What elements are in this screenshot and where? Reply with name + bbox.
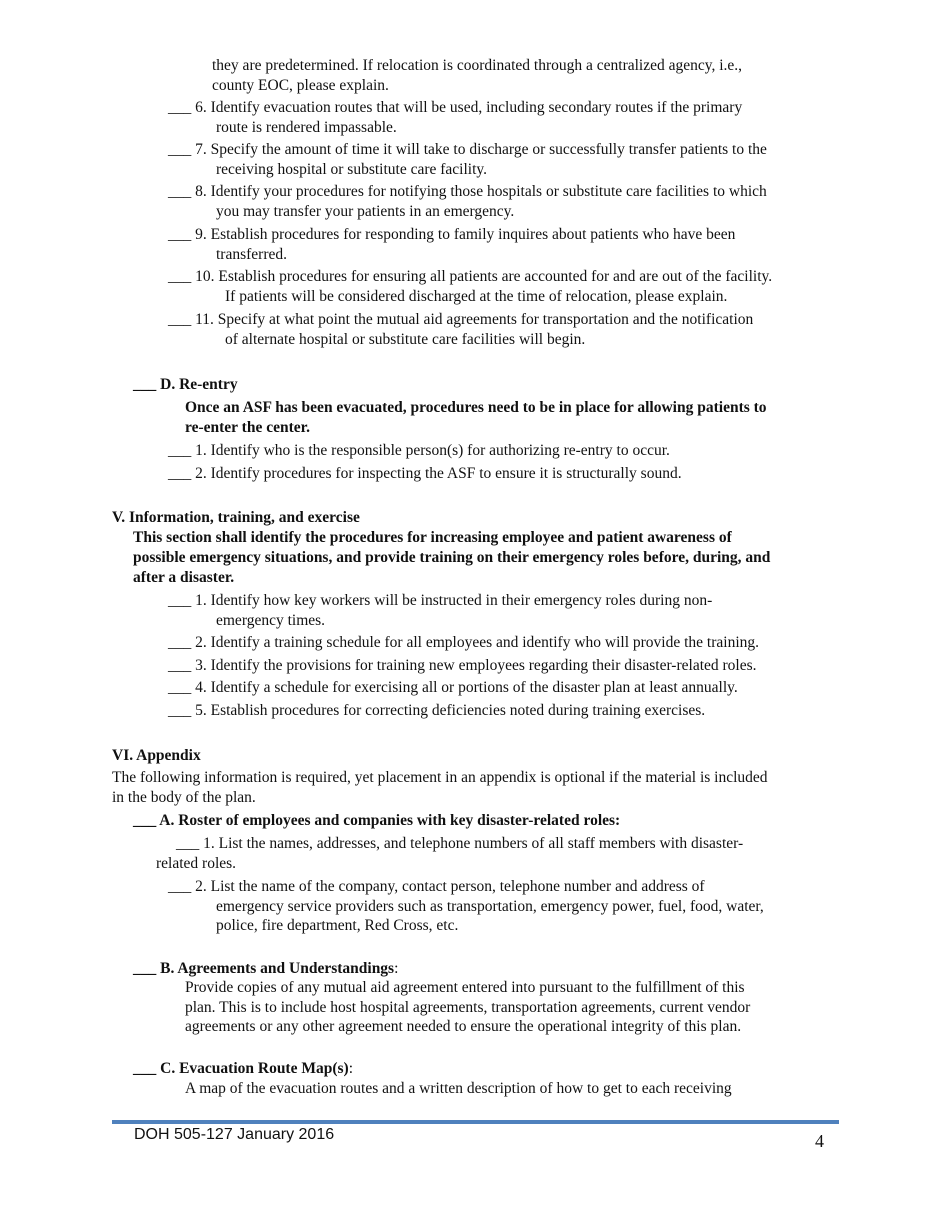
checklist-item: ___ 4. Identify a schedule for exercising all or portions of the disaster plan at least annually. (168, 679, 738, 696)
text-line: emergency service providers such as transportation, emergency power, fuel, food, water, (216, 898, 764, 915)
footer-document-id: DOH 505-127 January 2016 (134, 1126, 335, 1143)
checklist-item: ___ 2. List the name of the company, contact person, telephone number and address of (168, 878, 705, 895)
paragraph: agreements or any other agreement needed to ensure the operational integrity of this plan. (185, 1018, 742, 1035)
text-line: If patients will be considered discharged at the time of relocation, please explain. (225, 288, 728, 305)
section-intro: re-enter the center. (185, 419, 310, 436)
subsection-heading-roster: ___ A. Roster of employees and companies with key disaster-related roles: (133, 812, 621, 829)
paragraph: A map of the evacuation routes and a written description of how to get to each receiving (185, 1080, 732, 1097)
paragraph: Provide copies of any mutual aid agreement entered into pursuant to the fulfillment of this (185, 979, 745, 996)
heading-text: ___ B. Agreements and Understandings (133, 960, 395, 977)
checklist-item-9: ___ 9. Establish procedures for responding to family inquires about patients who have been (168, 226, 736, 243)
text-line: you may transfer your patients in an emergency. (216, 203, 515, 220)
heading-colon: : (348, 1060, 354, 1077)
checklist-item: ___ 1. Identify how key workers will be instructed in their emergency roles during non- (168, 592, 713, 609)
section-intro: Once an ASF has been evacuated, procedures need to be in place for allowing patients to (185, 399, 767, 416)
checklist-item-6: ___ 6. Identify evacuation routes that will be used, including secondary routes if the primary (168, 99, 743, 116)
section-intro: after a disaster. (133, 569, 235, 586)
checklist-item: ___ 2. Identify a training schedule for all employees and identify who will provide the training. (168, 634, 759, 651)
paragraph: plan. This is to include host hospital agreements, transportation agreements, current vendor (185, 999, 751, 1016)
text-line: they are predetermined. If relocation is coordinated through a centralized agency, i.e., (212, 57, 743, 74)
heading-colon: : (394, 960, 399, 977)
text-line: transferred. (216, 246, 287, 263)
paragraph: in the body of the plan. (112, 789, 256, 806)
text-line: police, fire department, Red Cross, etc. (216, 917, 459, 934)
checklist-item-11: ___ 11. Specify at what point the mutual aid agreements for transportation and the notification (168, 311, 754, 328)
text-line: emergency times. (216, 612, 326, 629)
checklist-item: ___ 5. Establish procedures for correcting deficiencies noted during training exercises. (168, 702, 706, 719)
heading-text: ___ C. Evacuation Route Map(s) (133, 1060, 349, 1077)
section-heading-appendix: VI. Appendix (112, 747, 201, 764)
checklist-item: ___ 1. List the names, addresses, and telephone numbers of all staff members with disaster- (176, 835, 744, 852)
checklist-item-7: ___ 7. Specify the amount of time it will take to discharge or successfully transfer patients to the (168, 141, 767, 158)
section-intro: This section shall identify the procedures for increasing employee and patient awareness of (133, 529, 732, 546)
subsection-heading-agreements (133, 959, 398, 979)
checklist-item: ___ 2. Identify procedures for inspecting the ASF to ensure it is structurally sound. (168, 465, 682, 482)
subsection-heading-route-maps (133, 1059, 353, 1079)
paragraph: The following information is required, yet placement in an appendix is optional if the material is included (112, 769, 768, 786)
text-line: route is rendered impassable. (216, 119, 397, 136)
section-heading-training: V. Information, training, and exercise (112, 509, 360, 526)
checklist-item: ___ 3. Identify the provisions for training new employees regarding their disaster-related roles. (168, 657, 757, 674)
page-number: 4 (815, 1131, 824, 1151)
checklist-item: ___ 1. Identify who is the responsible person(s) for authorizing re-entry to occur. (168, 442, 670, 459)
checklist-item-10: ___ 10. Establish procedures for ensuring all patients are accounted for and are out of the facility. (168, 268, 773, 285)
checklist-item-8: ___ 8. Identify your procedures for notifying those hospitals or substitute care facilities to which (168, 183, 767, 200)
text-line: receiving hospital or substitute care facility. (216, 161, 488, 178)
section-heading-reentry: ___ D. Re-entry (133, 376, 238, 393)
text-line: related roles. (156, 855, 237, 872)
text-line: county EOC, please explain. (212, 77, 389, 94)
section-intro: possible emergency situations, and provide training on their emergency roles before, during, and (133, 549, 771, 566)
footer-rule (112, 1120, 839, 1124)
text-line: of alternate hospital or substitute care facilities will begin. (225, 331, 586, 348)
